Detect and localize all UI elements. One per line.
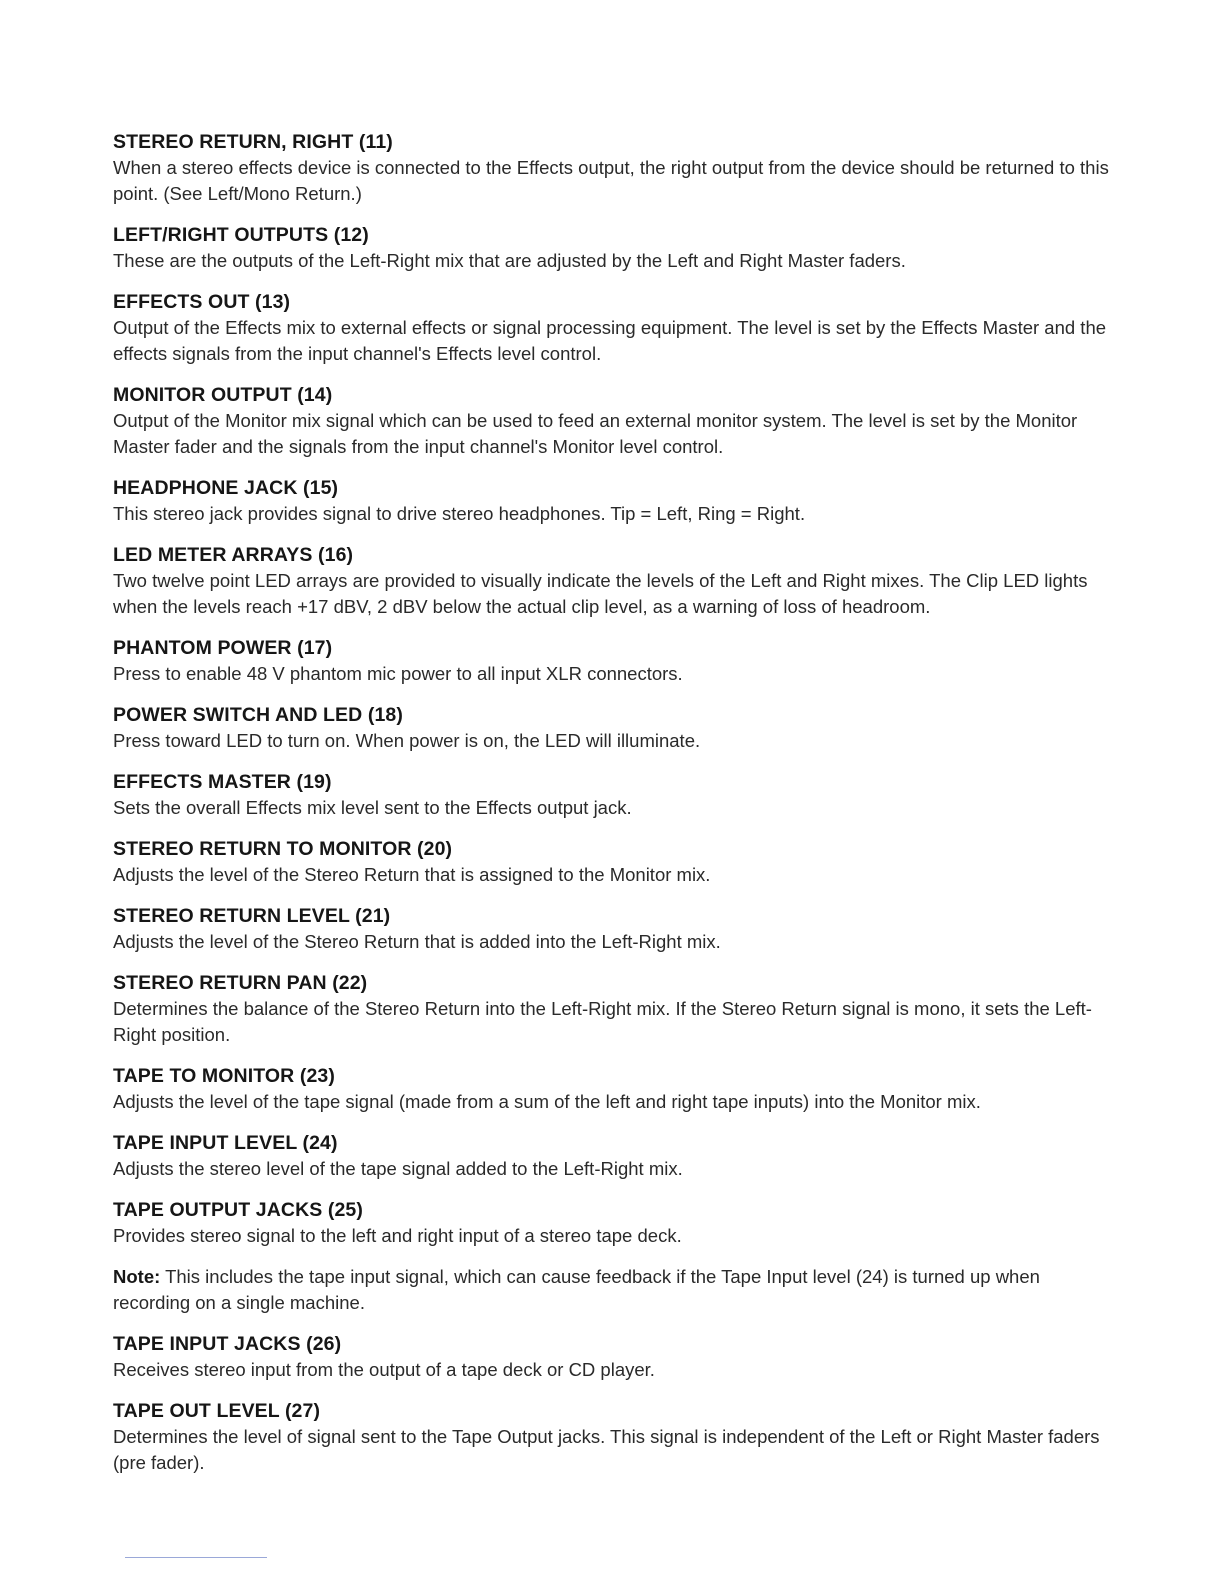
entry-left-right-outputs [113,222,1113,274]
entry-body: Adjusts the level of the Stereo Return that is assigned to the Monitor mix. [113,864,711,885]
entry-body: Two twelve point LED arrays are provided to visually indicate the levels of the Left and Right mixes. The Clip LED lights when the levels reach +17 dBV, 2 dBV below the actual clip level, as a warning of loss of headroom. [113,570,1088,617]
entry-tape-input-level [113,1130,1113,1182]
entry-stereo-return-right [113,129,1113,207]
entry-heading: TAPE OUT LEVEL (27) [113,1400,321,1422]
entry-body: Adjusts the level of the Stereo Return that is added into the Left-Right mix. [113,931,721,952]
entry-tape-input-jacks [113,1331,1113,1383]
entry-body: Provides stereo signal to the left and right input of a stereo tape deck. [113,1225,682,1246]
entry-stereo-return-to-monitor [113,836,1113,888]
entry-heading: STEREO RETURN LEVEL (21) [113,905,391,927]
footer-divider [125,1557,267,1558]
entry-tape-output-jacks [113,1197,1113,1249]
entry-tape-to-monitor [113,1063,1113,1115]
entry-heading: STEREO RETURN TO MONITOR (20) [113,838,453,860]
entry-heading: EFFECTS MASTER (19) [113,771,332,793]
entry-heading: TAPE TO MONITOR (23) [113,1065,335,1087]
entry-body: This stereo jack provides signal to drive stereo headphones. Tip = Left, Ring = Right. [113,503,806,524]
entry-body: Adjusts the level of the tape signal (made from a sum of the left and right tape inputs) into the Monitor mix. [113,1091,981,1112]
entry-body: Receives stereo input from the output of a tape deck or CD player. [113,1359,655,1380]
entry-heading: LEFT/RIGHT OUTPUTS (12) [113,224,369,246]
entry-body: Output of the Monitor mix signal which can be used to feed an external monitor system. The level is set by the Monitor Master fader and the signals from the input channel's Monitor level control. [113,410,1078,457]
entry-phantom-power [113,635,1113,687]
entry-heading: POWER SWITCH AND LED (18) [113,704,403,726]
entry-led-meter-arrays [113,542,1113,620]
entry-heading: HEADPHONE JACK (15) [113,477,339,499]
entry-tape-out-level [113,1398,1113,1476]
note-paragraph [113,1264,1113,1316]
entry-monitor-output [113,382,1113,460]
entry-heading: TAPE INPUT JACKS (26) [113,1333,342,1355]
entry-body: These are the outputs of the Left-Right mix that are adjusted by the Left and Right Master faders. [113,250,906,271]
manual-page [113,129,1113,1491]
entry-body: Press to enable 48 V phantom mic power to all input XLR connectors. [113,663,683,684]
entry-stereo-return-pan [113,970,1113,1048]
entry-body: Press toward LED to turn on. When power is on, the LED will illuminate. [113,730,701,751]
note-text: This includes the tape input signal, which can cause feedback if the Tape Input level (24) is turned up when recording on a single machine. [113,1266,1040,1313]
entry-effects-master [113,769,1113,821]
entry-heading: TAPE INPUT LEVEL (24) [113,1132,338,1154]
entry-body: Sets the overall Effects mix level sent to the Effects output jack. [113,797,632,818]
entry-stereo-return-level [113,903,1113,955]
entry-body: When a stereo effects device is connected to the Effects output, the right output from the device should be returned to this point. (See Left/Mono Return.) [113,157,1109,204]
entry-heading: MONITOR OUTPUT (14) [113,384,333,406]
entry-body: Determines the level of signal sent to the Tape Output jacks. This signal is independent of the Left or Right Master faders (pre fader). [113,1426,1100,1473]
entry-heading: PHANTOM POWER (17) [113,637,333,659]
note-label: Note: [113,1266,161,1287]
entry-heading: LED METER ARRAYS (16) [113,544,354,566]
entry-body: Adjusts the stereo level of the tape signal added to the Left-Right mix. [113,1158,683,1179]
entry-heading: TAPE OUTPUT JACKS (25) [113,1199,363,1221]
entry-power-switch-and-led [113,702,1113,754]
entry-body: Output of the Effects mix to external effects or signal processing equipment. The level is set by the Effects Master and the effects signals from the input channel's Effects level control. [113,317,1107,364]
entry-heading: EFFECTS OUT (13) [113,291,291,313]
entry-heading: STEREO RETURN, RIGHT (11) [113,131,393,153]
entry-body: Determines the balance of the Stereo Return into the Left-Right mix. If the Stereo Return signal is mono, it sets the Left-Right position. [113,998,1092,1045]
entry-effects-out [113,289,1113,367]
entry-headphone-jack [113,475,1113,527]
entry-heading: STEREO RETURN PAN (22) [113,972,368,994]
